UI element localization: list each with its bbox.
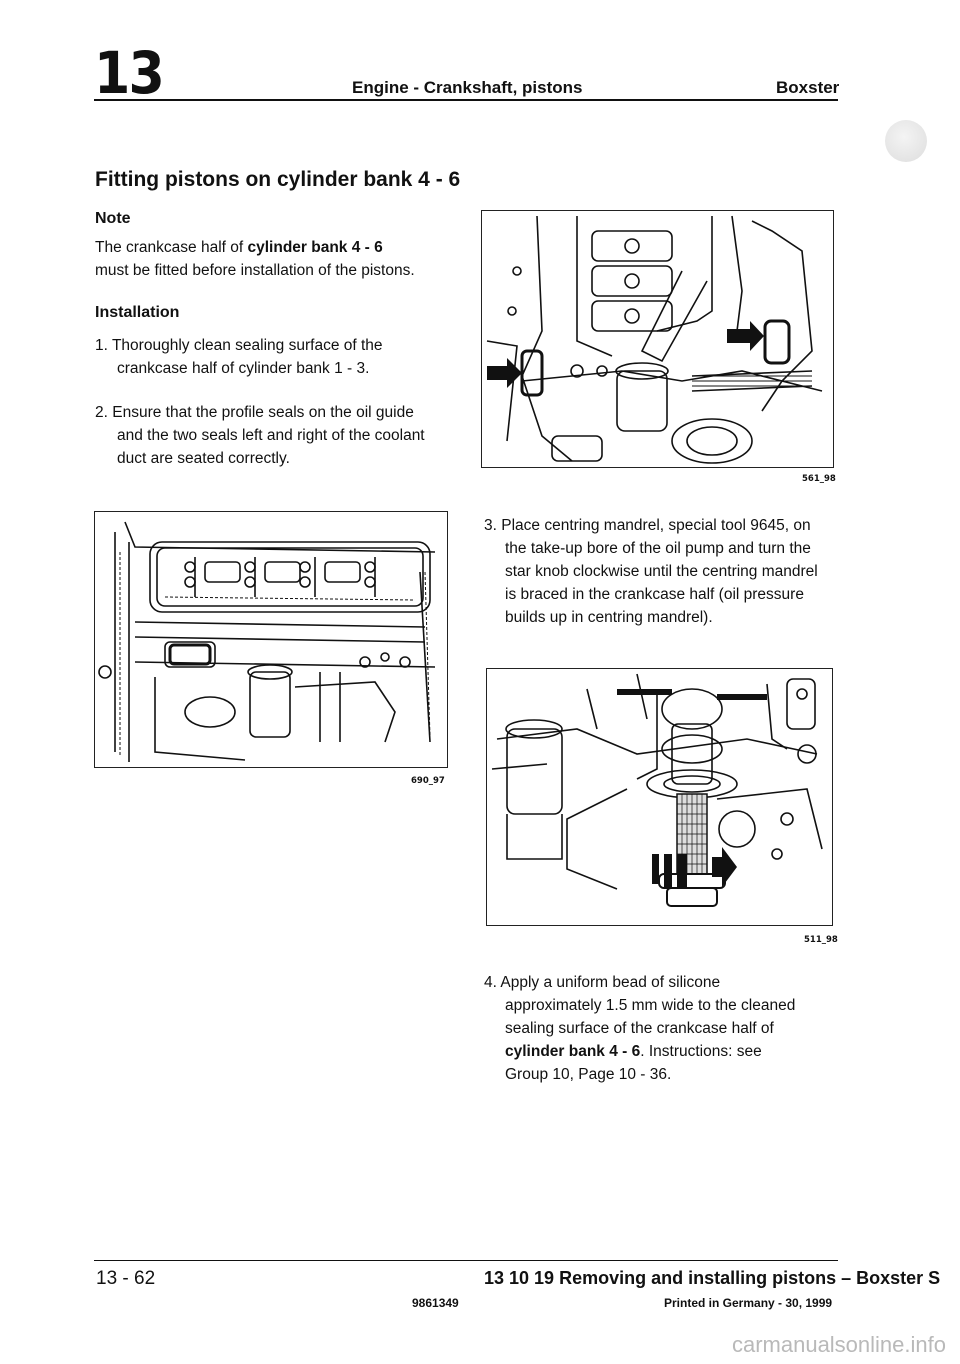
step-3-line-4: is braced in the crankcase half (oil pressure [505, 586, 804, 603]
note-heading: Note [95, 210, 131, 227]
page-number: 13 - 62 [96, 1268, 156, 1289]
step-4: 4. Apply a uniform bead of silicone [484, 974, 721, 991]
watermark: carmanualsonline.info [731, 1332, 946, 1357]
printed-info: Printed in Germany - 30, 1999 [664, 1296, 833, 1310]
note-text: The crankcase half of cylinder bank 4 - 6 must be fitted before installation of the pistons. [95, 239, 415, 279]
figure-caption-3: 511_98 [804, 935, 838, 945]
step-3: 3. Place centring mandrel, special tool 9645, on [484, 517, 811, 534]
page-title: Fitting pistons on cylinder bank 4 - 6 [95, 168, 461, 191]
engine-block-illustration-2 [95, 512, 447, 767]
chapter-number: 13 [94, 39, 164, 107]
figure-caption-1: 561_98 [802, 474, 836, 484]
step-3-line-3: star knob clockwise until the centring mandrel [505, 563, 818, 580]
engine-block-illustration-3 [487, 669, 832, 925]
punch-hole [885, 120, 927, 162]
model-name: Boxster [776, 78, 840, 97]
step-3-line-2: the take-up bore of the oil pump and turn the [505, 540, 811, 557]
document-number: 9861349 [412, 1296, 459, 1310]
installation-heading: Installation [95, 304, 180, 321]
step-2-line-2: and the two seals left and right of the coolant [117, 427, 425, 444]
figure-caption-2: 690_97 [411, 776, 445, 786]
figure-crankcase-half [94, 511, 448, 768]
step-4-line-4: cylinder bank 4 - 6. Instructions: see [505, 1043, 762, 1060]
step-4-line-3: sealing surface of the crankcase half of [505, 1020, 774, 1037]
figure-oil-guide-seals [481, 210, 834, 468]
step-1: 1. Thoroughly clean sealing surface of the [95, 337, 383, 354]
footer-rule [94, 1260, 838, 1261]
step-1-line-2: crankcase half of cylinder bank 1 - 3. [117, 360, 370, 377]
step-2: 2. Ensure that the profile seals on the oil guide [95, 404, 414, 421]
step-2-line-3: duct are seated correctly. [117, 450, 290, 467]
header-rule [94, 99, 838, 101]
footer-title: 13 10 19 Removing and installing pistons – Boxster S [484, 1268, 941, 1288]
step-4-line-2: approximately 1.5 mm wide to the cleaned [505, 997, 796, 1014]
step-3-line-5: builds up in centring mandrel). [505, 609, 713, 626]
section-title: Engine - Crankshaft, pistons [352, 78, 583, 97]
figure-centring-mandrel [486, 668, 833, 926]
engine-block-illustration-1 [482, 211, 833, 467]
step-4-line-5: Group 10, Page 10 - 36. [505, 1066, 672, 1083]
